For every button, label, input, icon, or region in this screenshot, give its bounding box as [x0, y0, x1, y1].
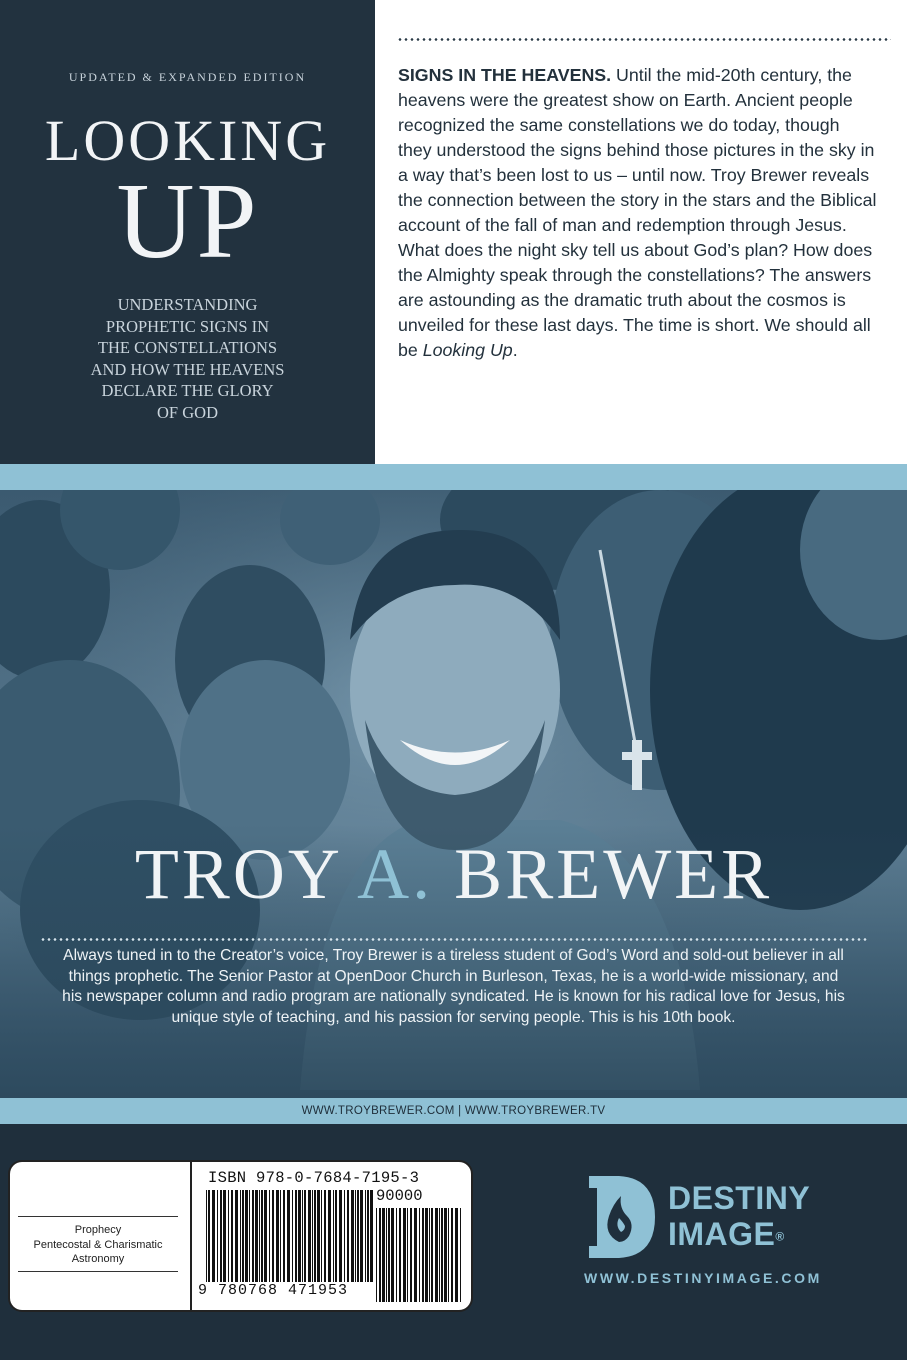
barcode-bar — [451, 1208, 453, 1302]
barcode-bar — [335, 1190, 337, 1282]
blurb-panel — [375, 0, 907, 464]
subtitle-line: UNDERSTANDING — [117, 295, 258, 314]
barcode-bar — [357, 1190, 359, 1282]
barcode-bar — [396, 1208, 397, 1302]
barcode-bar — [252, 1190, 254, 1282]
barcode-bar — [382, 1208, 385, 1302]
barcode-bar — [370, 1190, 373, 1282]
barcode-bar — [422, 1208, 424, 1302]
barcode-bar — [435, 1208, 438, 1302]
accent-band — [0, 464, 907, 490]
barcode-bar — [399, 1208, 401, 1302]
barcode-bar — [228, 1190, 229, 1282]
registered-mark: ® — [775, 1229, 785, 1244]
barcode-bar — [414, 1208, 417, 1302]
barcode-bar — [351, 1190, 354, 1282]
barcode-bar — [317, 1190, 320, 1282]
barcode-bar — [360, 1190, 363, 1282]
barcode-bar — [206, 1190, 207, 1282]
barcode-bar — [419, 1208, 420, 1302]
book-description — [398, 63, 878, 363]
subtitle-line: PROPHETIC SIGNS IN — [105, 316, 270, 336]
barcode-bar — [255, 1190, 258, 1282]
barcode-bar — [376, 1208, 377, 1302]
barcode-bar — [220, 1190, 222, 1282]
category-item: Astronomy — [71, 1253, 125, 1265]
barcode-bar — [388, 1208, 390, 1302]
barcode-bar — [455, 1208, 458, 1302]
barcode-digits: 9 780768 471953 — [198, 1282, 349, 1299]
barcode-bar — [261, 1190, 263, 1282]
barcode-bar — [249, 1190, 250, 1282]
dotted-divider — [40, 938, 867, 941]
barcode-bar — [298, 1190, 301, 1282]
edition-label: UPDATED & EXPANDED EDITION — [68, 70, 307, 84]
author-name — [0, 834, 907, 914]
barcode-bar — [280, 1190, 281, 1282]
barcode-bar — [208, 1190, 210, 1282]
blurb-end: . — [512, 340, 518, 360]
barcode-bar — [245, 1190, 248, 1282]
barcode-bar — [312, 1190, 313, 1282]
barcode-bar — [324, 1190, 326, 1282]
barcode-bars-addon — [376, 1208, 464, 1302]
barcode-bar — [235, 1190, 238, 1282]
category-label — [8, 1160, 190, 1312]
barcode-bar — [259, 1190, 260, 1282]
category-list — [18, 1216, 178, 1272]
barcode-bar — [460, 1208, 461, 1302]
barcode-bar — [391, 1208, 394, 1302]
barcode-bar — [444, 1208, 447, 1302]
barcode-bar — [367, 1190, 369, 1282]
barcode-bar — [212, 1190, 215, 1282]
barcode-bar — [379, 1208, 381, 1302]
barcode-bar — [314, 1190, 316, 1282]
barcode-bar — [339, 1190, 342, 1282]
barcode-bar — [328, 1190, 331, 1282]
publisher-line2: IMAGE — [668, 1216, 776, 1252]
dotted-divider — [397, 38, 891, 41]
publisher-website: WWW.DESTINYIMAGE.COM — [584, 1270, 822, 1286]
barcode-bar — [425, 1208, 428, 1302]
barcode-bar — [264, 1190, 267, 1282]
publisher-name — [668, 1180, 810, 1255]
author-first: TROY — [134, 834, 341, 914]
barcode-bar — [321, 1190, 322, 1282]
book-title-line2: UP — [116, 162, 259, 281]
author-bio: Always tuned in to the Creator’s voice, Troy Brewer is a tireless student of God’s Word and sold-out believer in all things prophetic. The Senior Pastor at OpenDoor Church in Burleson, Texas, he is a world-wide missionary, and his newspaper column and radio program are nationally syndicated. He is known for his radical love for Jesus, his unique style of teaching, and his passion for serving people. This is his 10th book. — [62, 947, 845, 1026]
barcode-bar — [287, 1190, 290, 1282]
barcode-bar — [304, 1190, 306, 1282]
barcode-bar — [223, 1190, 226, 1282]
blurb-title-italic: Looking Up — [422, 340, 513, 360]
blurb-body: Until the mid-20th century, the heavens were the greatest show on Earth. Ancient people recognized the same constellations we do today, though they understood the signs behind those pictures in the sky in a way that’s been lost to us – until now. Troy Brewer reveals the connection between the story in the stars and the Biblical account of the fall of man and redemption through Jesus. What does the night sky tell us about God’s plan? How does the Almighty speak through the constellations? The answers are astounding as the dramatic truth about the cosmos is unveiled for these last days. The time is short. We should all be — [398, 65, 877, 360]
barcode-bar — [347, 1190, 349, 1282]
barcode-bar — [386, 1208, 387, 1302]
barcode-bar — [344, 1190, 345, 1282]
book-title-line1: LOOKING — [44, 108, 331, 173]
barcode-bar — [431, 1208, 433, 1302]
barcode-bar — [333, 1190, 334, 1282]
barcode-bar — [272, 1190, 274, 1282]
blurb-lead: SIGNS IN THE HEAVENS. — [398, 65, 612, 85]
barcode-bar — [242, 1190, 244, 1282]
barcode-bar — [429, 1208, 430, 1302]
author-middle: A. — [357, 834, 434, 914]
category-item: Pentecostal & Charismatic — [33, 1238, 163, 1251]
barcode — [190, 1160, 473, 1312]
barcode-addon-number: 90000 — [376, 1187, 423, 1205]
subtitle-line: THE CONSTELLATIONS — [97, 338, 278, 357]
barcode-bar — [441, 1208, 443, 1302]
barcode-bar — [231, 1190, 233, 1282]
author-websites: WWW.TROYBREWER.COM | WWW.TROYBREWER.TV — [0, 1098, 907, 1124]
publisher-line1: DESTINY — [668, 1180, 811, 1216]
barcode-bar — [355, 1190, 356, 1282]
barcode-bar — [240, 1190, 241, 1282]
subtitle-line: OF GOD — [157, 402, 218, 422]
barcode-bar — [283, 1190, 285, 1282]
destiny-image-logo-icon — [585, 1172, 657, 1262]
barcode-bars-main — [206, 1190, 374, 1282]
author-last: BREWER — [454, 834, 773, 914]
barcode-bar — [410, 1208, 412, 1302]
barcode-bar — [292, 1190, 293, 1282]
isbn-number: ISBN 978-0-7684-7195-3 — [208, 1169, 420, 1187]
barcode-bar — [302, 1190, 303, 1282]
barcode-bar — [308, 1190, 311, 1282]
category-item: Prophecy — [74, 1224, 122, 1236]
barcode-bar — [217, 1190, 218, 1282]
barcode-bar — [276, 1190, 279, 1282]
book-subtitle — [30, 294, 345, 423]
barcode-bar — [403, 1208, 406, 1302]
barcode-bar — [448, 1208, 449, 1302]
subtitle-line: DECLARE THE GLORY — [101, 381, 274, 400]
barcode-bar — [439, 1208, 440, 1302]
barcode-bar — [365, 1190, 366, 1282]
barcode-bar — [407, 1208, 408, 1302]
barcode-bar — [269, 1190, 270, 1282]
front-title-panel — [0, 0, 375, 464]
subtitle-line: AND HOW THE HEAVENS — [90, 359, 285, 379]
barcode-bar — [295, 1190, 297, 1282]
